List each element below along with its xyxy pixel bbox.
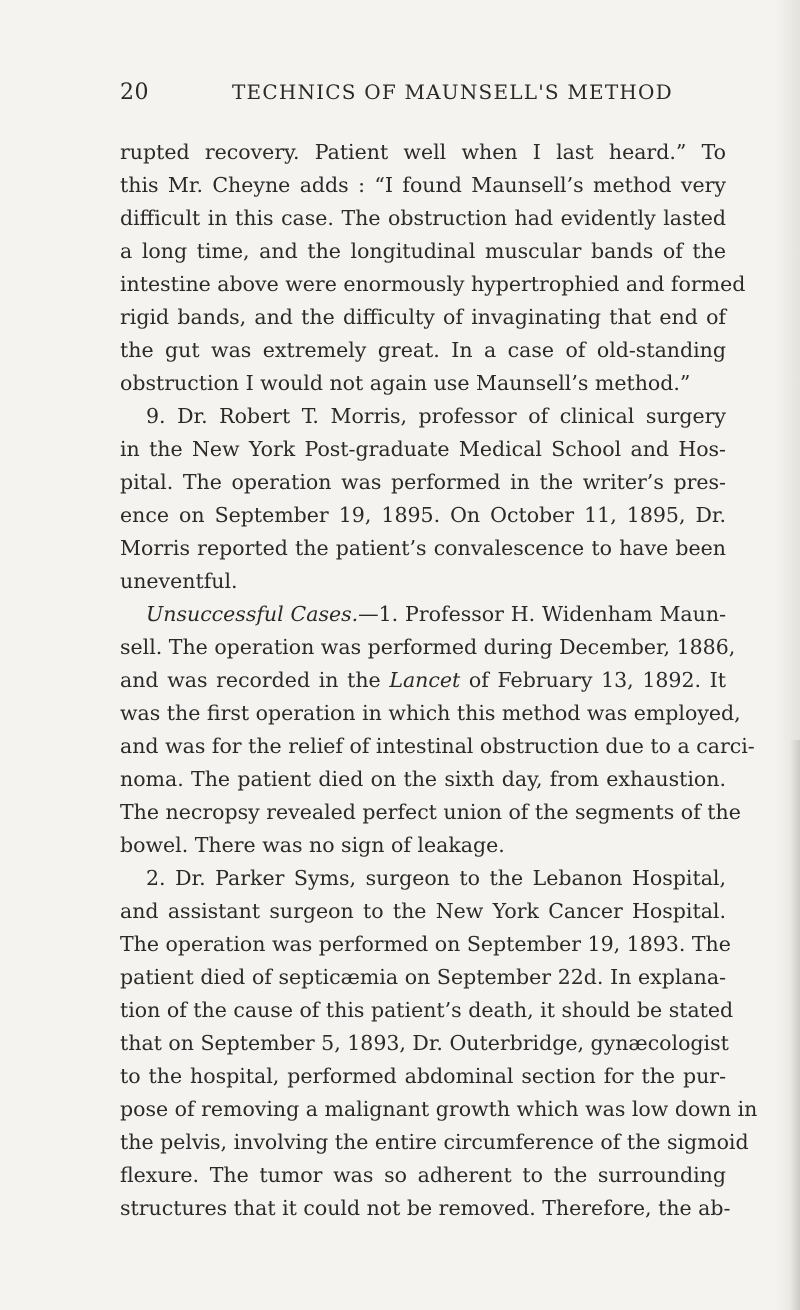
text-line: and assistant surgeon to the New York Cancer Hospital. bbox=[120, 899, 726, 923]
text-line: noma. The patient died on the sixth day, from exhaustion. bbox=[120, 767, 726, 791]
text-line: Morris reported the patient’s convalescence to have been bbox=[120, 536, 726, 560]
running-head-title: TECHNICS OF MAUNSELL'S METHOD bbox=[232, 80, 673, 104]
text-line: in the New York Post-graduate Medical School and Hos- bbox=[120, 437, 726, 461]
text-line: bowel. There was no sign of leakage. bbox=[120, 833, 505, 857]
text-line: this Mr. Cheyne adds : “I found Maunsell’s method very bbox=[120, 173, 726, 197]
text-line: structures that it could not be removed. Therefore, the ab- bbox=[120, 1196, 731, 1220]
text-line: uneventful. bbox=[120, 569, 238, 593]
text-line: ence on September 19, 1895. On October 11, 1895, Dr. bbox=[120, 503, 726, 527]
running-head bbox=[120, 80, 724, 116]
text-line: rigid bands, and the difficulty of invaginating that end of bbox=[120, 305, 726, 329]
body-text bbox=[120, 136, 758, 1225]
text-line: 9. Dr. Robert T. Morris, professor of clinical surgery bbox=[146, 404, 726, 428]
text-line: patient died of septicæmia on September 22d. In explana- bbox=[120, 965, 726, 989]
text-line: the pelvis, involving the entire circumference of the sigmoid bbox=[120, 1130, 749, 1154]
page-edge-shadow-lower bbox=[790, 740, 800, 1310]
text-line: pital. The operation was performed in the writer’s pres- bbox=[120, 470, 726, 494]
text-line: obstruction I would not again use Maunsell’s method.” bbox=[120, 371, 691, 395]
text-line: intestine above were enormously hypertrophied and formed bbox=[120, 272, 746, 296]
text-line: and was recorded in the Lancet of February 13, 1892. It bbox=[120, 668, 726, 692]
page-number: 20 bbox=[120, 80, 149, 105]
text-line: and was for the relief of intestinal obstruction due to a carci- bbox=[120, 734, 755, 758]
text-line: The necropsy revealed perfect union of the segments of the bbox=[120, 800, 741, 824]
text-line: pose of removing a malignant growth which was low down in bbox=[120, 1097, 758, 1121]
text-line: a long time, and the longitudinal muscular bands of the bbox=[120, 239, 726, 263]
text-line: Unsuccessful Cases.—1. Professor H. Widenham Maun- bbox=[146, 602, 726, 626]
text-line: sell. The operation was performed during December, 1886, bbox=[120, 635, 736, 659]
text-line: to the hospital, performed abdominal section for the pur- bbox=[120, 1064, 726, 1088]
text-line: difficult in this case. The obstruction had evidently lasted bbox=[120, 206, 726, 230]
text-line: The operation was performed on September 19, 1893. The bbox=[120, 932, 731, 956]
text-line: 2. Dr. Parker Syms, surgeon to the Lebanon Hospital, bbox=[146, 866, 726, 890]
text-line: tion of the cause of this patient’s death, it should be stated bbox=[120, 998, 734, 1022]
text-line: was the first operation in which this method was employed, bbox=[120, 701, 741, 725]
text-line: rupted recovery. Patient well when I last heard.” To bbox=[120, 140, 726, 164]
text-line: the gut was extremely great. In a case of old-standing bbox=[120, 338, 726, 362]
text-line: flexure. The tumor was so adherent to the surrounding bbox=[120, 1163, 726, 1187]
text-line: that on September 5, 1893, Dr. Outerbridge, gynæcologist bbox=[120, 1031, 729, 1055]
